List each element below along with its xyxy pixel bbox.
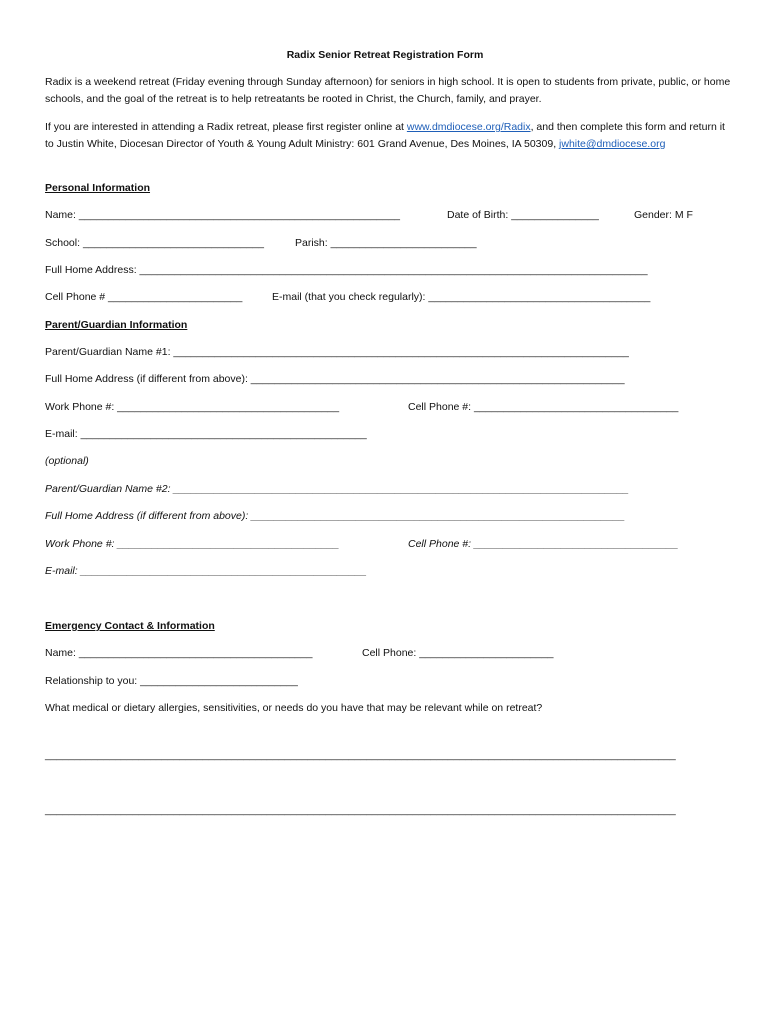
date-of-birth-field[interactable]: Date of Birth: _______________ — [447, 209, 599, 221]
intro-text-after-link: , and then complete this form and return it to Justin White, Diocesan Director of Youth & Young Adult Ministry: 601 Grand Avenue, Des Moines, IA 50309, — [45, 121, 725, 150]
parent-info-heading: Parent/Guardian Information — [45, 319, 188, 331]
parent-name-1-field[interactable]: Parent/Guardian Name #1: ______________________________________________________________________________ — [45, 346, 629, 358]
parent-address-1-field[interactable]: Full Home Address (if different from above): ________________________________________________________________ — [45, 373, 625, 385]
parent-address-2-field[interactable]: Full Home Address (if different from above): ________________________________________________________________ — [45, 510, 625, 522]
emergency-cell-phone-field[interactable]: Cell Phone: _______________________ — [362, 647, 554, 659]
intro-paragraph-1: Radix is a weekend retreat (Friday evening through Sunday afternoon) for seniors in high school. It is open to students from private, public, or home schools, and the goal of the retreat is to help retreatants be rooted in Christ, the Church, family, and prayer. — [45, 76, 731, 105]
parish-field[interactable]: Parish: _________________________ — [295, 237, 477, 249]
radix-registration-link[interactable]: www.dmdiocese.org/Radix — [406, 121, 531, 133]
home-address-field[interactable]: Full Home Address: _______________________________________________________________________________________ — [45, 264, 648, 276]
parent-cell-phone-1-field[interactable]: Cell Phone #: ___________________________________ — [408, 401, 679, 413]
intro-paragraph-2 — [45, 119, 735, 153]
parent-cell-phone-2-field[interactable]: Cell Phone #: ___________________________________ — [408, 538, 679, 550]
parent-name-2-field[interactable]: Parent/Guardian Name #2: ______________________________________________________________________________ — [45, 483, 629, 495]
contact-email-link[interactable]: jwhite@dmdiocese.org — [559, 138, 666, 150]
personal-info-heading: Personal Information — [45, 182, 151, 194]
student-name-field[interactable]: Name: _______________________________________________________ — [45, 209, 401, 221]
parent-email-2-field[interactable]: E-mail: _________________________________________________ — [45, 565, 367, 577]
parent-work-phone-2-field[interactable]: Work Phone #: ______________________________________ — [45, 538, 340, 550]
gender-field[interactable]: Gender: M F — [634, 209, 693, 221]
parent-work-phone-1-field[interactable]: Work Phone #: ______________________________________ — [45, 401, 340, 413]
medical-needs-question: What medical or dietary allergies, sensitivities, or needs do you have that may be relevant while on retreat? — [45, 702, 543, 714]
form-title: Radix Senior Retreat Registration Form — [286, 49, 484, 61]
intro-text-before-link: If you are interested in attending a Radix retreat, please first register online at — [45, 121, 407, 133]
school-field[interactable]: School: _______________________________ — [45, 237, 264, 249]
cell-phone-field[interactable]: Cell Phone # _______________________ — [45, 291, 243, 303]
medical-needs-answer-line-1[interactable]: ____________________________________________________________________________________________________________ — [45, 749, 676, 761]
medical-needs-answer-line-2[interactable]: ____________________________________________________________________________________________________________ — [45, 804, 676, 816]
student-email-field[interactable]: E-mail (that you check regularly): ______________________________________ — [272, 291, 651, 303]
emergency-name-field[interactable]: Name: ________________________________________ — [45, 647, 313, 659]
optional-label: (optional) — [45, 455, 89, 467]
emergency-contact-heading: Emergency Contact & Information — [45, 620, 215, 632]
relationship-field[interactable]: Relationship to you: ___________________________ — [45, 675, 298, 687]
parent-email-1-field[interactable]: E-mail: _________________________________________________ — [45, 428, 367, 440]
